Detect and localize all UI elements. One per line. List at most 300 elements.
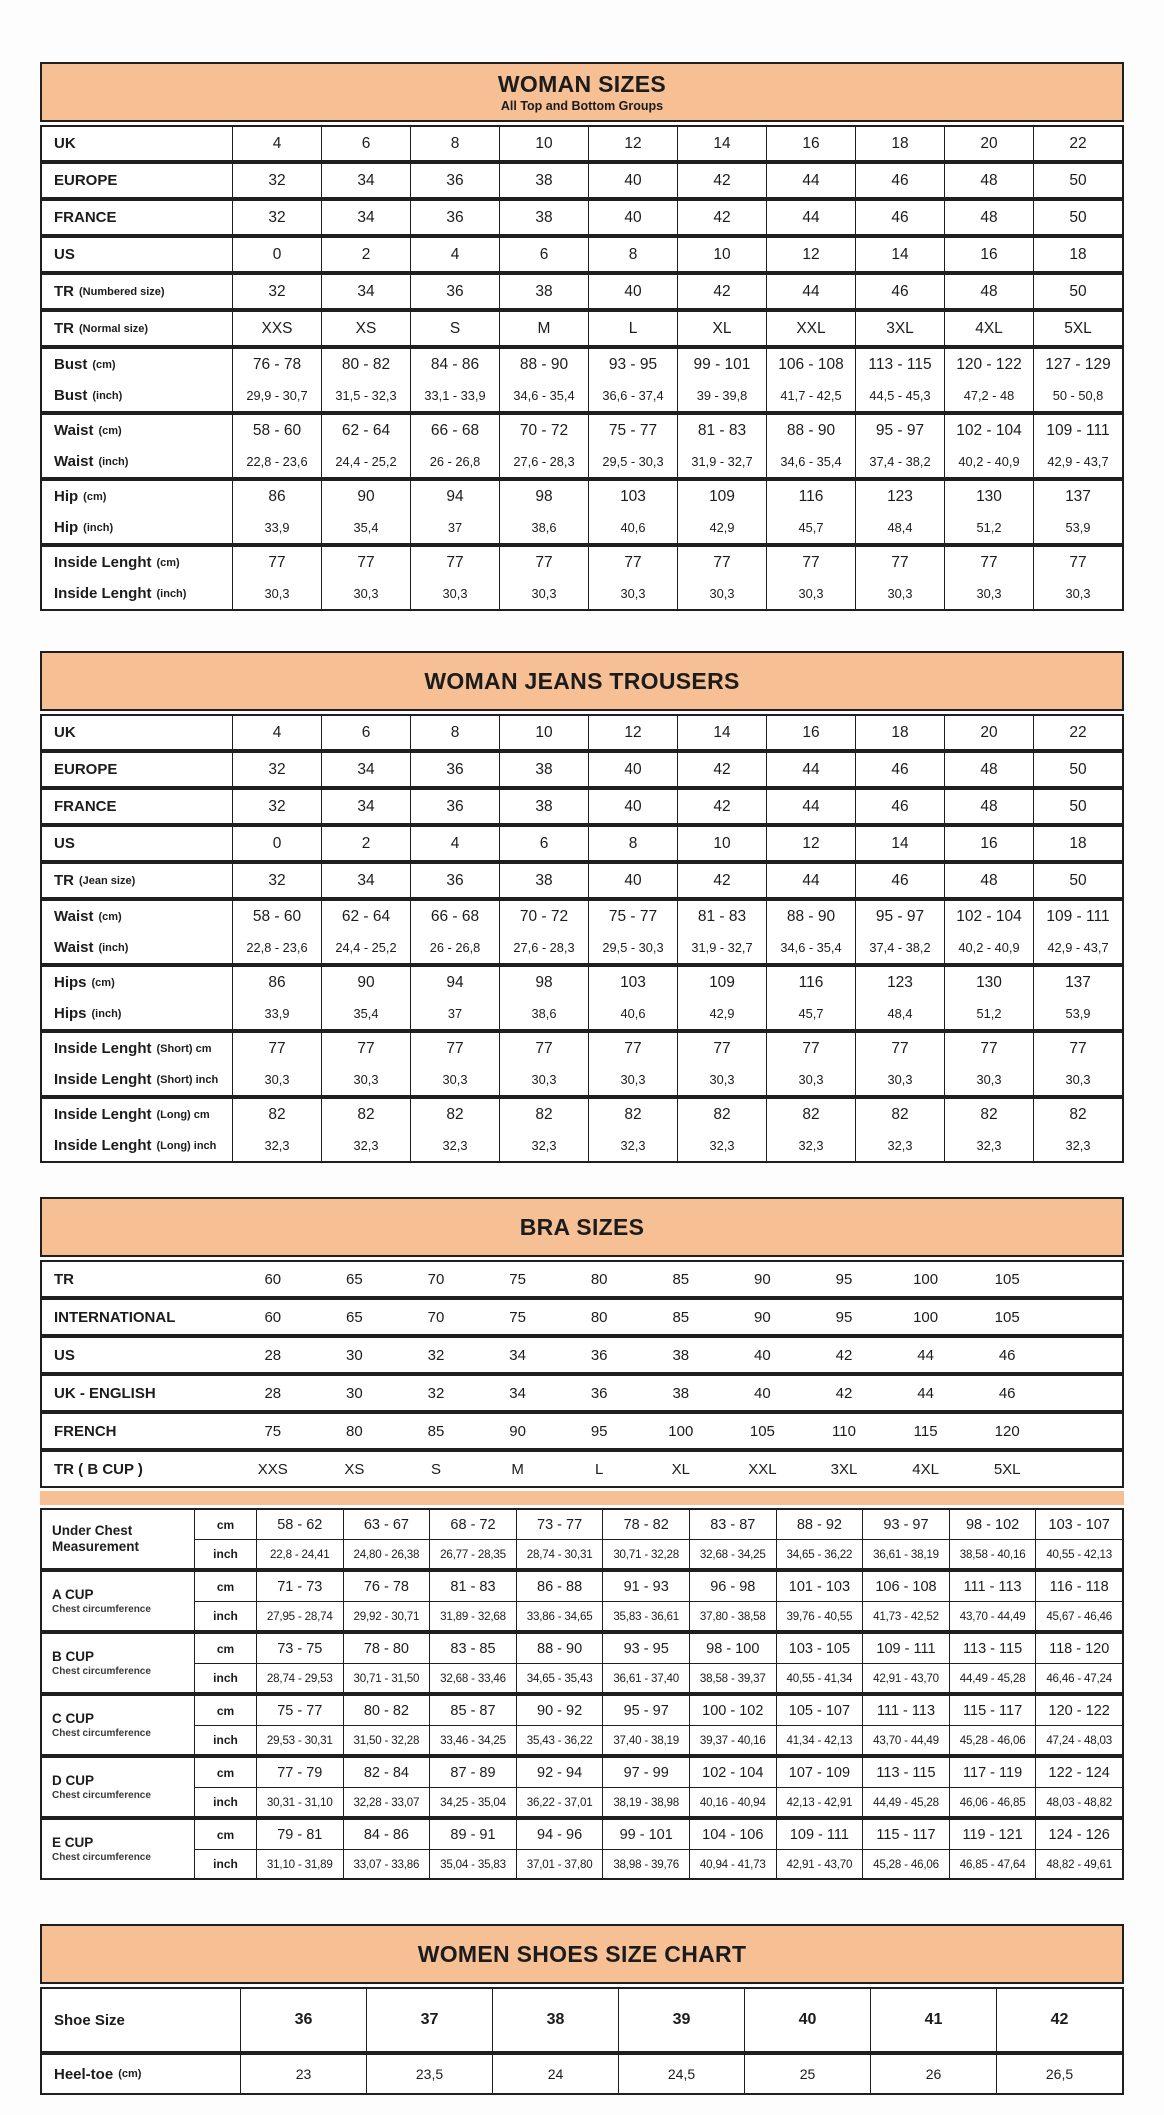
row-label [42,512,232,543]
value-cell: 30,3 [1033,578,1122,609]
value-cell: 48 [944,164,1033,197]
row-label [42,275,232,308]
value-cell: 116 [766,967,855,998]
value-cell: 82 [499,1099,588,1130]
value-cell: 77 [766,1033,855,1064]
table-row [42,864,1122,897]
value-cell: 90 [321,481,410,512]
row-label-text: Inside Lenght [54,554,152,571]
value-cell: 32 [427,1346,445,1364]
value-cell: S [430,1460,441,1478]
row-label-text: US [54,1346,75,1364]
value-cell: 32 [232,201,321,234]
cup-inch-value-cell: 37,01 - 37,80 [516,1850,603,1878]
unit-inch-cell: inch [194,1540,256,1568]
value-cell: 28 [264,1346,282,1364]
value-cell: 30,3 [1033,1064,1122,1095]
value-cell: 34 [321,164,410,197]
spacer-cell [1048,1414,1122,1448]
cup-label [42,1696,194,1754]
value-cell: 77 [588,1033,677,1064]
cup-cm-value-cell: 90 - 92 [516,1696,603,1726]
value-cell: 77 [1033,1033,1122,1064]
cup-inch-value-cell: 33,07 - 33,86 [343,1850,430,1878]
value-cell: 22,8 - 23,6 [232,932,321,963]
cup-cm-value-cell: 84 - 86 [343,1820,430,1850]
value-cell: 5XL [1033,312,1122,345]
table-row [42,1130,1122,1161]
value-cell: 35,4 [321,512,410,543]
cup-cm-value-cell: 95 - 97 [602,1696,689,1726]
row-label [42,1300,232,1334]
value-cell: 39 [618,1989,744,2051]
cup-inch-value-cell: 26,77 - 28,35 [429,1540,516,1568]
table-row [42,2055,1122,2093]
cup-section [40,1756,1124,1818]
table-section [40,862,1124,899]
value-cell: 36,6 - 37,4 [588,380,677,411]
row-label-note: (Short) cm [156,1042,212,1055]
value-cell: S [410,312,499,345]
table-section [40,899,1124,965]
unit-inch-cell: inch [194,1788,256,1816]
value-cell: 14 [677,127,766,160]
row-label [42,164,232,197]
cup-inch-value-cell: 41,73 - 42,52 [862,1602,949,1630]
row-label-text: Inside Lenght [54,1071,152,1088]
value-cell: 80 [590,1308,608,1326]
cup-cm-value-cell: 93 - 95 [602,1634,689,1664]
cup-inch-value-cell: 47,24 - 48,03 [1035,1726,1122,1754]
value-cell: 16 [944,238,1033,271]
jeans-title: WOMAN JEANS TROUSERS [424,667,740,694]
cup-cm-value-cell: 111 - 113 [949,1572,1036,1602]
cup-cm-value-cell: 103 - 105 [776,1634,863,1664]
unit-cm-cell: cm [194,1634,256,1664]
value-cell: 95 [835,1270,853,1288]
cup-inch-value-cell: 31,50 - 32,28 [343,1726,430,1754]
value-cell: 18 [855,127,944,160]
unit-cm-cell: cm [194,1758,256,1788]
value-cell: 42 [677,164,766,197]
value-cell: 32 [232,164,321,197]
row-label [42,312,232,345]
value-cell: 100 [668,1422,694,1440]
value-cell: 88 - 90 [499,349,588,380]
cup-cm-value-cell: 86 - 88 [516,1572,603,1602]
value-cell: 24,4 - 25,2 [321,446,410,477]
value-cell: 37 [366,1989,492,2051]
cup-cm-value-cell: 63 - 67 [343,1510,430,1540]
value-cell: 70 [427,1270,445,1288]
value-cell: 32,3 [321,1130,410,1161]
value-cell: 82 [232,1099,321,1130]
value-cell: 102 - 104 [944,901,1033,932]
row-label [42,864,232,897]
value-cell: 77 [855,547,944,578]
value-cell: 23 [240,2055,366,2093]
value-cell: 34,6 - 35,4 [766,932,855,963]
cup-inch-value-cell: 28,74 - 30,31 [516,1540,603,1568]
table-section [40,2053,1124,2095]
cup-inch-value-cell: 40,55 - 42,13 [1035,1540,1122,1568]
row-label-text: Inside Lenght [54,1106,152,1123]
table-row [42,512,1122,543]
value-cell: 22,8 - 23,6 [232,446,321,477]
value-cell: 70 - 72 [499,901,588,932]
value-cell: 38 [499,790,588,823]
row-label-text: Waist [54,422,94,439]
table-section [40,788,1124,825]
value-cell: 4XL [912,1460,939,1478]
unit-cm-cell: cm [194,1696,256,1726]
cup-inch-value-cell: 34,65 - 35,43 [516,1664,603,1692]
value-cell: 77 [321,547,410,578]
value-cell: 44 [766,164,855,197]
value-cell: 0 [232,238,321,271]
woman-sizes-title: WOMAN SIZES [497,71,667,97]
row-label-note: (cm) [92,358,116,371]
cup-cm-value-cell: 92 - 94 [516,1758,603,1788]
value-cell: 42,9 [677,512,766,543]
value-cell: 46 [855,201,944,234]
cup-label-text: B CUP [52,1649,95,1665]
value-cell: 81 - 83 [677,901,766,932]
bra-separator-bar [40,1491,1124,1505]
value-cell: 30 [346,1346,363,1364]
table-section [40,199,1124,236]
table-row [42,827,1122,860]
cup-inch-value-cell: 38,19 - 38,98 [602,1788,689,1816]
row-label-note: (cm) [156,556,180,569]
value-cell: XXL [748,1460,777,1478]
cup-inch-value-cell: 28,74 - 29,53 [256,1664,343,1692]
table-row [42,1300,1122,1334]
value-cell: 38,6 [499,998,588,1029]
value-cell: 44 [766,790,855,823]
value-cell: 31,5 - 32,3 [321,380,410,411]
value-cell: 32,3 [1033,1130,1122,1161]
value-cell: 32,3 [944,1130,1033,1161]
cup-inch-value-cell: 38,58 - 40,16 [949,1540,1036,1568]
value-cell: 37,4 - 38,2 [855,446,944,477]
row-label [42,238,232,271]
table-row [42,1414,1122,1448]
row-label-note: (cm) [118,2068,142,2080]
value-cell: 30,3 [944,1064,1033,1095]
value-cell: 94 [410,967,499,998]
value-cell: 95 [835,1308,853,1326]
cup-cm-value-cell: 98 - 100 [689,1634,776,1664]
row-label [42,2055,240,2093]
row-label-text: UK [54,135,76,152]
value-cell: 44 [766,201,855,234]
row-label-note: (cm) [83,490,107,503]
row-label-text: Hip [54,488,79,505]
cup-cm-value-cell: 71 - 73 [256,1572,343,1602]
value-cell: 30,3 [499,578,588,609]
table-section [40,125,1124,162]
row-label [42,415,232,446]
value-cell: 45,7 [766,998,855,1029]
row-label [42,967,232,998]
value-cell: 110 [832,1422,856,1440]
cup-cm-value-cell: 106 - 108 [862,1572,949,1602]
row-label [42,349,232,380]
value-cell: 38,6 [499,512,588,543]
value-cell: 62 - 64 [321,901,410,932]
cup-inch-value-cell: 40,94 - 41,73 [689,1850,776,1878]
value-cell: 75 - 77 [588,415,677,446]
value-cell: L [588,312,677,345]
value-cell: 82 [410,1099,499,1130]
row-label [42,790,232,823]
cup-inch-value-cell: 38,98 - 39,76 [602,1850,689,1878]
value-cell: 84 - 86 [410,349,499,380]
value-cell: 37,4 - 38,2 [855,932,944,963]
cup-inch-value-cell: 33,86 - 34,65 [516,1602,603,1630]
cup-inch-value-cell: 35,83 - 36,61 [602,1602,689,1630]
cup-inch-value-cell: 48,82 - 49,61 [1035,1850,1122,1878]
value-cell: 36 [410,864,499,897]
row-label-text: UK - ENGLISH [54,1384,156,1402]
row-label-note: (inch) [98,941,129,954]
table-section [40,162,1124,199]
row-label [42,1130,232,1161]
table-section [40,1450,1124,1488]
row-label-note: (inch) [156,587,187,600]
value-cell: 36 [590,1346,608,1364]
cup-inch-value-cell: 27,95 - 28,74 [256,1602,343,1630]
bra-table [40,1197,1124,1880]
row-label-text: Bust [54,356,88,373]
cup-label-subtext: Chest circumference [52,1789,151,1801]
row-label-text: Hips [54,1005,87,1022]
value-cell: 75 [509,1308,526,1326]
value-cell: 137 [1033,967,1122,998]
value-cell: 12 [588,716,677,749]
cup-section [40,1508,1124,1570]
unit-inch-cell: inch [194,1850,256,1878]
value-cell: 98 [499,967,588,998]
value-cell: 42 [677,790,766,823]
cup-cm-value-cell: 107 - 109 [776,1758,863,1788]
cup-cm-value-cell: 122 - 124 [1035,1758,1122,1788]
spacer-cell [1048,1300,1122,1334]
unit-cm-cell: cm [194,1820,256,1850]
value-cell: 6 [499,238,588,271]
cup-inch-value-cell: 45,28 - 46,06 [949,1726,1036,1754]
jeans-body [40,714,1124,1163]
value-cell: 29,9 - 30,7 [232,380,321,411]
cup-inch-value-cell: 36,61 - 37,40 [602,1664,689,1692]
value-cell: 40 [588,164,677,197]
cup-cm-value-cell: 113 - 115 [862,1758,949,1788]
value-cell: 44 [766,275,855,308]
row-label [42,547,232,578]
row-label-text: Waist [54,908,94,925]
cup-cm-value-cell: 88 - 92 [776,1510,863,1540]
cup-label-text: E CUP [52,1835,94,1851]
shoes-body [40,1987,1124,2095]
table-section [40,347,1124,413]
row-label-text: INTERNATIONAL [54,1308,176,1326]
table-row [42,1376,1122,1410]
cup-inch-value-cell: 32,68 - 34,25 [689,1540,776,1568]
value-cell: 46 [998,1384,1016,1402]
jeans-table [40,651,1124,1163]
row-label-text: TR [54,320,74,337]
value-cell: 77 [232,1033,321,1064]
value-cell: 51,2 [944,998,1033,1029]
value-cell: 40,6 [588,998,677,1029]
table-section [40,1097,1124,1163]
value-cell: 25 [744,2055,870,2093]
value-cell: 32 [232,753,321,786]
value-cell: 42,9 [677,998,766,1029]
spacer-cell [1048,1262,1122,1296]
value-cell: 30,3 [232,1064,321,1095]
cup-cm-value-cell: 104 - 106 [689,1820,776,1850]
cup-cm-value-cell: 58 - 62 [256,1510,343,1540]
table-row [42,1064,1122,1095]
cup-cm-value-cell: 81 - 83 [429,1572,516,1602]
row-label-note: (inch) [98,455,129,468]
value-cell: 30,3 [766,1064,855,1095]
value-cell: 46 [855,864,944,897]
value-cell: 40 [588,790,677,823]
shoes-title: WOMEN SHOES SIZE CHART [417,1940,747,1967]
table-section [40,273,1124,310]
value-cell: 77 [766,547,855,578]
cup-inch-value-cell: 38,58 - 39,37 [689,1664,776,1692]
value-cell: 123 [855,481,944,512]
cup-cm-value-cell: 116 - 118 [1035,1572,1122,1602]
value-cell: 33,9 [232,512,321,543]
value-cell: 42 [996,1989,1122,2051]
value-cell: 32,3 [855,1130,944,1161]
value-cell: 30,3 [766,578,855,609]
table-row [42,349,1122,380]
value-cell: 32,3 [588,1130,677,1161]
value-cell: 76 - 78 [232,349,321,380]
row-label [42,1064,232,1095]
row-label [42,127,232,160]
value-cell: 33,9 [232,998,321,1029]
value-cell: 77 [232,547,321,578]
row-label-note: (Long) inch [156,1139,217,1152]
value-cell: 90 [754,1308,771,1326]
cup-inch-value-cell: 46,85 - 47,64 [949,1850,1036,1878]
value-cell: 85 [427,1422,445,1440]
row-label-text: Inside Lenght [54,585,152,602]
value-cell: 37 [410,998,499,1029]
value-cell: 86 [232,967,321,998]
value-cell: 77 [944,547,1033,578]
value-cell: 32 [232,790,321,823]
cup-inch-value-cell: 39,37 - 40,16 [689,1726,776,1754]
row-label-text: Heel-toe [54,2065,114,2083]
row-label-note: (Numbered size) [79,285,165,298]
value-cell: 40 [754,1384,771,1402]
row-label-text: TR [54,283,74,300]
row-label-text: Inside Lenght [54,1137,152,1154]
value-cell: 38 [499,753,588,786]
value-cell: 103 [588,481,677,512]
cup-section [40,1570,1124,1632]
cup-inch-value-cell: 44,49 - 45,28 [949,1664,1036,1692]
value-cell: 102 - 104 [944,415,1033,446]
cup-inch-value-cell: 42,91 - 43,70 [776,1850,863,1878]
value-cell: 95 - 97 [855,415,944,446]
table-row [42,790,1122,823]
value-cell: 36 [410,164,499,197]
row-label-text: Waist [54,939,94,956]
table-section [40,825,1124,862]
value-cell: 105 [994,1308,1020,1326]
row-label [42,446,232,477]
value-cell: 10 [499,127,588,160]
value-cell: 41,7 - 42,5 [766,380,855,411]
value-cell: 40,6 [588,512,677,543]
value-cell: 14 [677,716,766,749]
value-cell: 77 [855,1033,944,1064]
table-row [42,967,1122,998]
value-cell: 4 [232,716,321,749]
cup-cm-value-cell: 101 - 103 [776,1572,863,1602]
row-label-note: (Jean size) [79,874,136,887]
cup-cm-value-cell: 102 - 104 [689,1758,776,1788]
value-cell: 34 [321,790,410,823]
cup-cm-value-cell: 109 - 111 [776,1820,863,1850]
value-cell: 77 [499,547,588,578]
value-cell: 82 [855,1099,944,1130]
value-cell: 36 [410,790,499,823]
value-cell: 103 [588,967,677,998]
cup-inch-value-cell: 40,55 - 41,34 [776,1664,863,1692]
cup-section [40,1632,1124,1694]
woman-sizes-body [40,125,1124,611]
value-cell: 82 [1033,1099,1122,1130]
value-cell: 38 [492,1989,618,2051]
cup-cm-value-cell: 105 - 107 [776,1696,863,1726]
value-cell: 81 - 83 [677,415,766,446]
value-cell: 28 [264,1384,282,1402]
value-cell: 80 [590,1270,608,1288]
cup-cm-value-cell: 83 - 85 [429,1634,516,1664]
value-cell: 42 [677,275,766,308]
cup-inch-value-cell: 30,71 - 32,28 [602,1540,689,1568]
value-cell: 38 [499,164,588,197]
value-cell: 106 - 108 [766,349,855,380]
row-label-note: (Normal size) [79,322,149,335]
value-cell: 66 - 68 [410,901,499,932]
value-cell: 50 [1033,864,1122,897]
row-label-note: (inch) [92,389,123,402]
table-row [42,901,1122,932]
value-cell: 31,9 - 32,7 [677,932,766,963]
row-label-text: FRENCH [54,1422,117,1440]
cup-inch-value-cell: 35,43 - 36,22 [516,1726,603,1754]
value-cell: 22 [1033,716,1122,749]
table-row [42,127,1122,160]
value-cell: 4 [410,827,499,860]
value-cell: 32,3 [677,1130,766,1161]
value-cell: 40,2 - 40,9 [944,446,1033,477]
value-cell: 86 [232,481,321,512]
value-cell: 36 [590,1384,608,1402]
table-gap [40,1880,1124,1924]
